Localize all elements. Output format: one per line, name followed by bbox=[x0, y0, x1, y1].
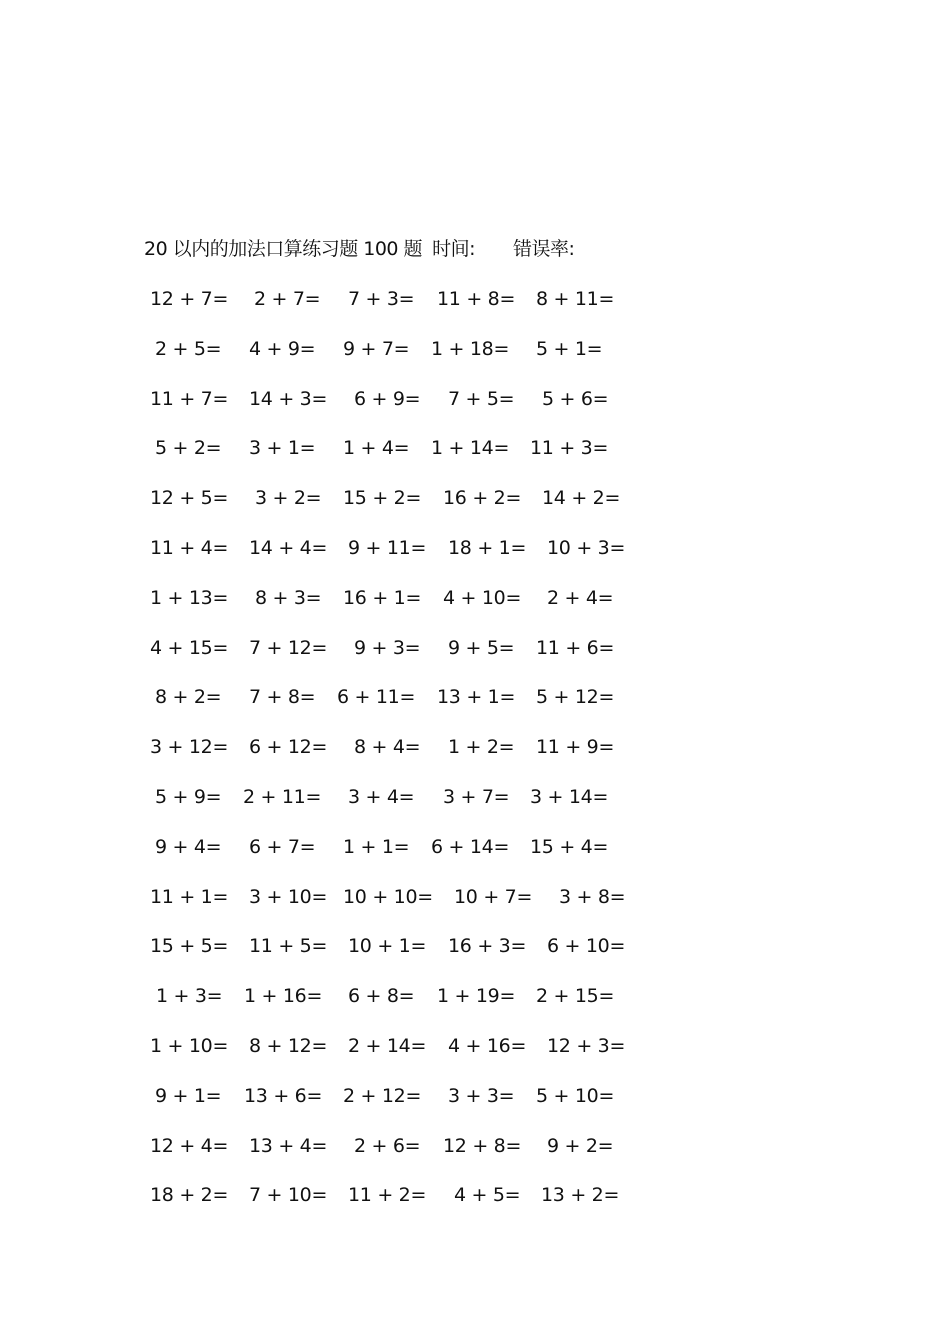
addition-problem: 9 + 5= bbox=[448, 636, 515, 659]
addition-problem: 1 + 14= bbox=[431, 437, 510, 460]
error-rate-label: 错误率: bbox=[512, 238, 575, 260]
problem-row bbox=[0, 386, 950, 436]
addition-problem: 3 + 8= bbox=[559, 885, 626, 908]
problem-row bbox=[0, 834, 950, 884]
addition-problem: 11 + 5= bbox=[249, 935, 328, 958]
addition-problem: 4 + 9= bbox=[249, 337, 316, 360]
addition-problem: 12 + 5= bbox=[150, 487, 229, 510]
addition-problem: 12 + 8= bbox=[443, 1134, 522, 1157]
addition-problem: 15 + 4= bbox=[530, 835, 609, 858]
addition-problem: 5 + 10= bbox=[536, 1084, 615, 1107]
addition-problem: 2 + 11= bbox=[243, 785, 322, 808]
addition-problem: 1 + 13= bbox=[150, 586, 229, 609]
problem-row bbox=[0, 286, 950, 336]
addition-problem: 1 + 10= bbox=[150, 1034, 229, 1057]
problem-row bbox=[0, 435, 950, 485]
addition-problem: 1 + 4= bbox=[343, 437, 410, 460]
time-label: 时间: bbox=[432, 238, 475, 260]
problem-row bbox=[0, 933, 950, 983]
addition-problem: 15 + 5= bbox=[150, 935, 229, 958]
addition-problem: 14 + 4= bbox=[249, 536, 328, 559]
addition-problem: 9 + 11= bbox=[348, 536, 427, 559]
addition-problem: 4 + 10= bbox=[443, 586, 522, 609]
addition-problem: 11 + 2= bbox=[348, 1184, 427, 1207]
addition-problem: 6 + 9= bbox=[354, 387, 421, 410]
addition-problem: 12 + 7= bbox=[150, 288, 229, 310]
addition-problem: 13 + 6= bbox=[244, 1084, 323, 1107]
addition-problem: 2 + 15= bbox=[536, 985, 615, 1008]
addition-problem: 6 + 10= bbox=[547, 935, 626, 958]
addition-problem: 11 + 1= bbox=[150, 885, 229, 908]
addition-problem: 6 + 12= bbox=[249, 736, 328, 759]
addition-problem: 14 + 2= bbox=[542, 487, 621, 510]
addition-problem: 2 + 7= bbox=[254, 288, 321, 310]
addition-problem: 13 + 1= bbox=[437, 686, 516, 709]
problem-row bbox=[0, 784, 950, 834]
addition-problem: 7 + 3= bbox=[348, 288, 415, 310]
addition-problem: 7 + 5= bbox=[448, 387, 515, 410]
addition-problem: 5 + 9= bbox=[155, 785, 222, 808]
addition-problem: 13 + 4= bbox=[249, 1134, 328, 1157]
addition-problem: 3 + 12= bbox=[150, 736, 229, 759]
problem-row bbox=[0, 1083, 950, 1133]
problem-row bbox=[0, 485, 950, 535]
problem-row bbox=[0, 684, 950, 734]
addition-problem: 16 + 2= bbox=[443, 487, 522, 510]
addition-problem: 9 + 7= bbox=[343, 337, 410, 360]
addition-problem: 8 + 3= bbox=[255, 586, 322, 609]
addition-problem: 7 + 12= bbox=[249, 636, 328, 659]
addition-problem: 4 + 16= bbox=[448, 1034, 527, 1057]
addition-problem: 3 + 10= bbox=[249, 885, 328, 908]
addition-problem: 8 + 11= bbox=[536, 288, 615, 310]
problem-row bbox=[0, 535, 950, 585]
addition-problem: 10 + 10= bbox=[343, 885, 433, 908]
problem-row bbox=[0, 884, 950, 934]
addition-problem: 5 + 1= bbox=[536, 337, 603, 360]
worksheet-header bbox=[144, 236, 574, 262]
addition-problem: 12 + 4= bbox=[150, 1134, 229, 1157]
problem-row bbox=[0, 983, 950, 1033]
addition-problem: 10 + 3= bbox=[547, 536, 626, 559]
addition-problem: 3 + 4= bbox=[348, 785, 415, 808]
problem-row bbox=[0, 734, 950, 784]
addition-problem: 18 + 2= bbox=[150, 1184, 229, 1207]
addition-problem: 1 + 1= bbox=[343, 835, 410, 858]
addition-problem: 3 + 2= bbox=[255, 487, 322, 510]
addition-problem: 11 + 4= bbox=[150, 536, 229, 559]
addition-problem: 9 + 2= bbox=[547, 1134, 614, 1157]
addition-problem: 11 + 8= bbox=[437, 288, 516, 310]
problem-grid bbox=[0, 286, 950, 1232]
addition-problem: 2 + 14= bbox=[348, 1034, 427, 1057]
problem-row bbox=[0, 635, 950, 685]
addition-problem: 10 + 7= bbox=[454, 885, 533, 908]
addition-problem: 3 + 3= bbox=[448, 1084, 515, 1107]
addition-problem: 11 + 3= bbox=[530, 437, 609, 460]
addition-problem: 5 + 6= bbox=[542, 387, 609, 410]
addition-problem: 2 + 6= bbox=[354, 1134, 421, 1157]
addition-problem: 1 + 16= bbox=[244, 985, 323, 1008]
addition-problem: 3 + 1= bbox=[249, 437, 316, 460]
addition-problem: 2 + 5= bbox=[155, 337, 222, 360]
addition-problem: 5 + 2= bbox=[155, 437, 222, 460]
addition-problem: 1 + 19= bbox=[437, 985, 516, 1008]
problem-row bbox=[0, 585, 950, 635]
addition-problem: 7 + 8= bbox=[249, 686, 316, 709]
addition-problem: 6 + 14= bbox=[431, 835, 510, 858]
addition-problem: 14 + 3= bbox=[249, 387, 328, 410]
addition-problem: 3 + 7= bbox=[443, 785, 510, 808]
addition-problem: 11 + 9= bbox=[536, 736, 615, 759]
addition-problem: 9 + 4= bbox=[155, 835, 222, 858]
addition-problem: 16 + 3= bbox=[448, 935, 527, 958]
addition-problem: 10 + 1= bbox=[348, 935, 427, 958]
addition-problem: 2 + 12= bbox=[343, 1084, 422, 1107]
addition-problem: 18 + 1= bbox=[448, 536, 527, 559]
addition-problem: 15 + 2= bbox=[343, 487, 422, 510]
addition-problem: 8 + 4= bbox=[354, 736, 421, 759]
addition-problem: 4 + 5= bbox=[454, 1184, 521, 1207]
problem-row bbox=[0, 1133, 950, 1183]
addition-problem: 9 + 1= bbox=[155, 1084, 222, 1107]
addition-problem: 6 + 8= bbox=[348, 985, 415, 1008]
problem-row bbox=[0, 1033, 950, 1083]
addition-problem: 1 + 18= bbox=[431, 337, 510, 360]
addition-problem: 11 + 7= bbox=[150, 387, 229, 410]
addition-problem: 11 + 6= bbox=[536, 636, 615, 659]
addition-problem: 12 + 3= bbox=[547, 1034, 626, 1057]
addition-problem: 8 + 12= bbox=[249, 1034, 328, 1057]
worksheet-title: 20 以内的加法口算练习题 100 题 bbox=[144, 238, 423, 260]
addition-problem: 9 + 3= bbox=[354, 636, 421, 659]
problem-row bbox=[0, 1182, 950, 1232]
addition-problem: 1 + 2= bbox=[448, 736, 515, 759]
addition-problem: 13 + 2= bbox=[541, 1184, 620, 1207]
addition-problem: 4 + 15= bbox=[150, 636, 229, 659]
addition-problem: 7 + 10= bbox=[249, 1184, 328, 1207]
addition-problem: 1 + 3= bbox=[156, 985, 223, 1008]
addition-problem: 16 + 1= bbox=[343, 586, 422, 609]
addition-problem: 2 + 4= bbox=[547, 586, 614, 609]
addition-problem: 5 + 12= bbox=[536, 686, 615, 709]
addition-problem: 6 + 7= bbox=[249, 835, 316, 858]
addition-problem: 3 + 14= bbox=[530, 785, 609, 808]
problem-row bbox=[0, 336, 950, 386]
addition-problem: 8 + 2= bbox=[155, 686, 222, 709]
addition-problem: 6 + 11= bbox=[337, 686, 416, 709]
